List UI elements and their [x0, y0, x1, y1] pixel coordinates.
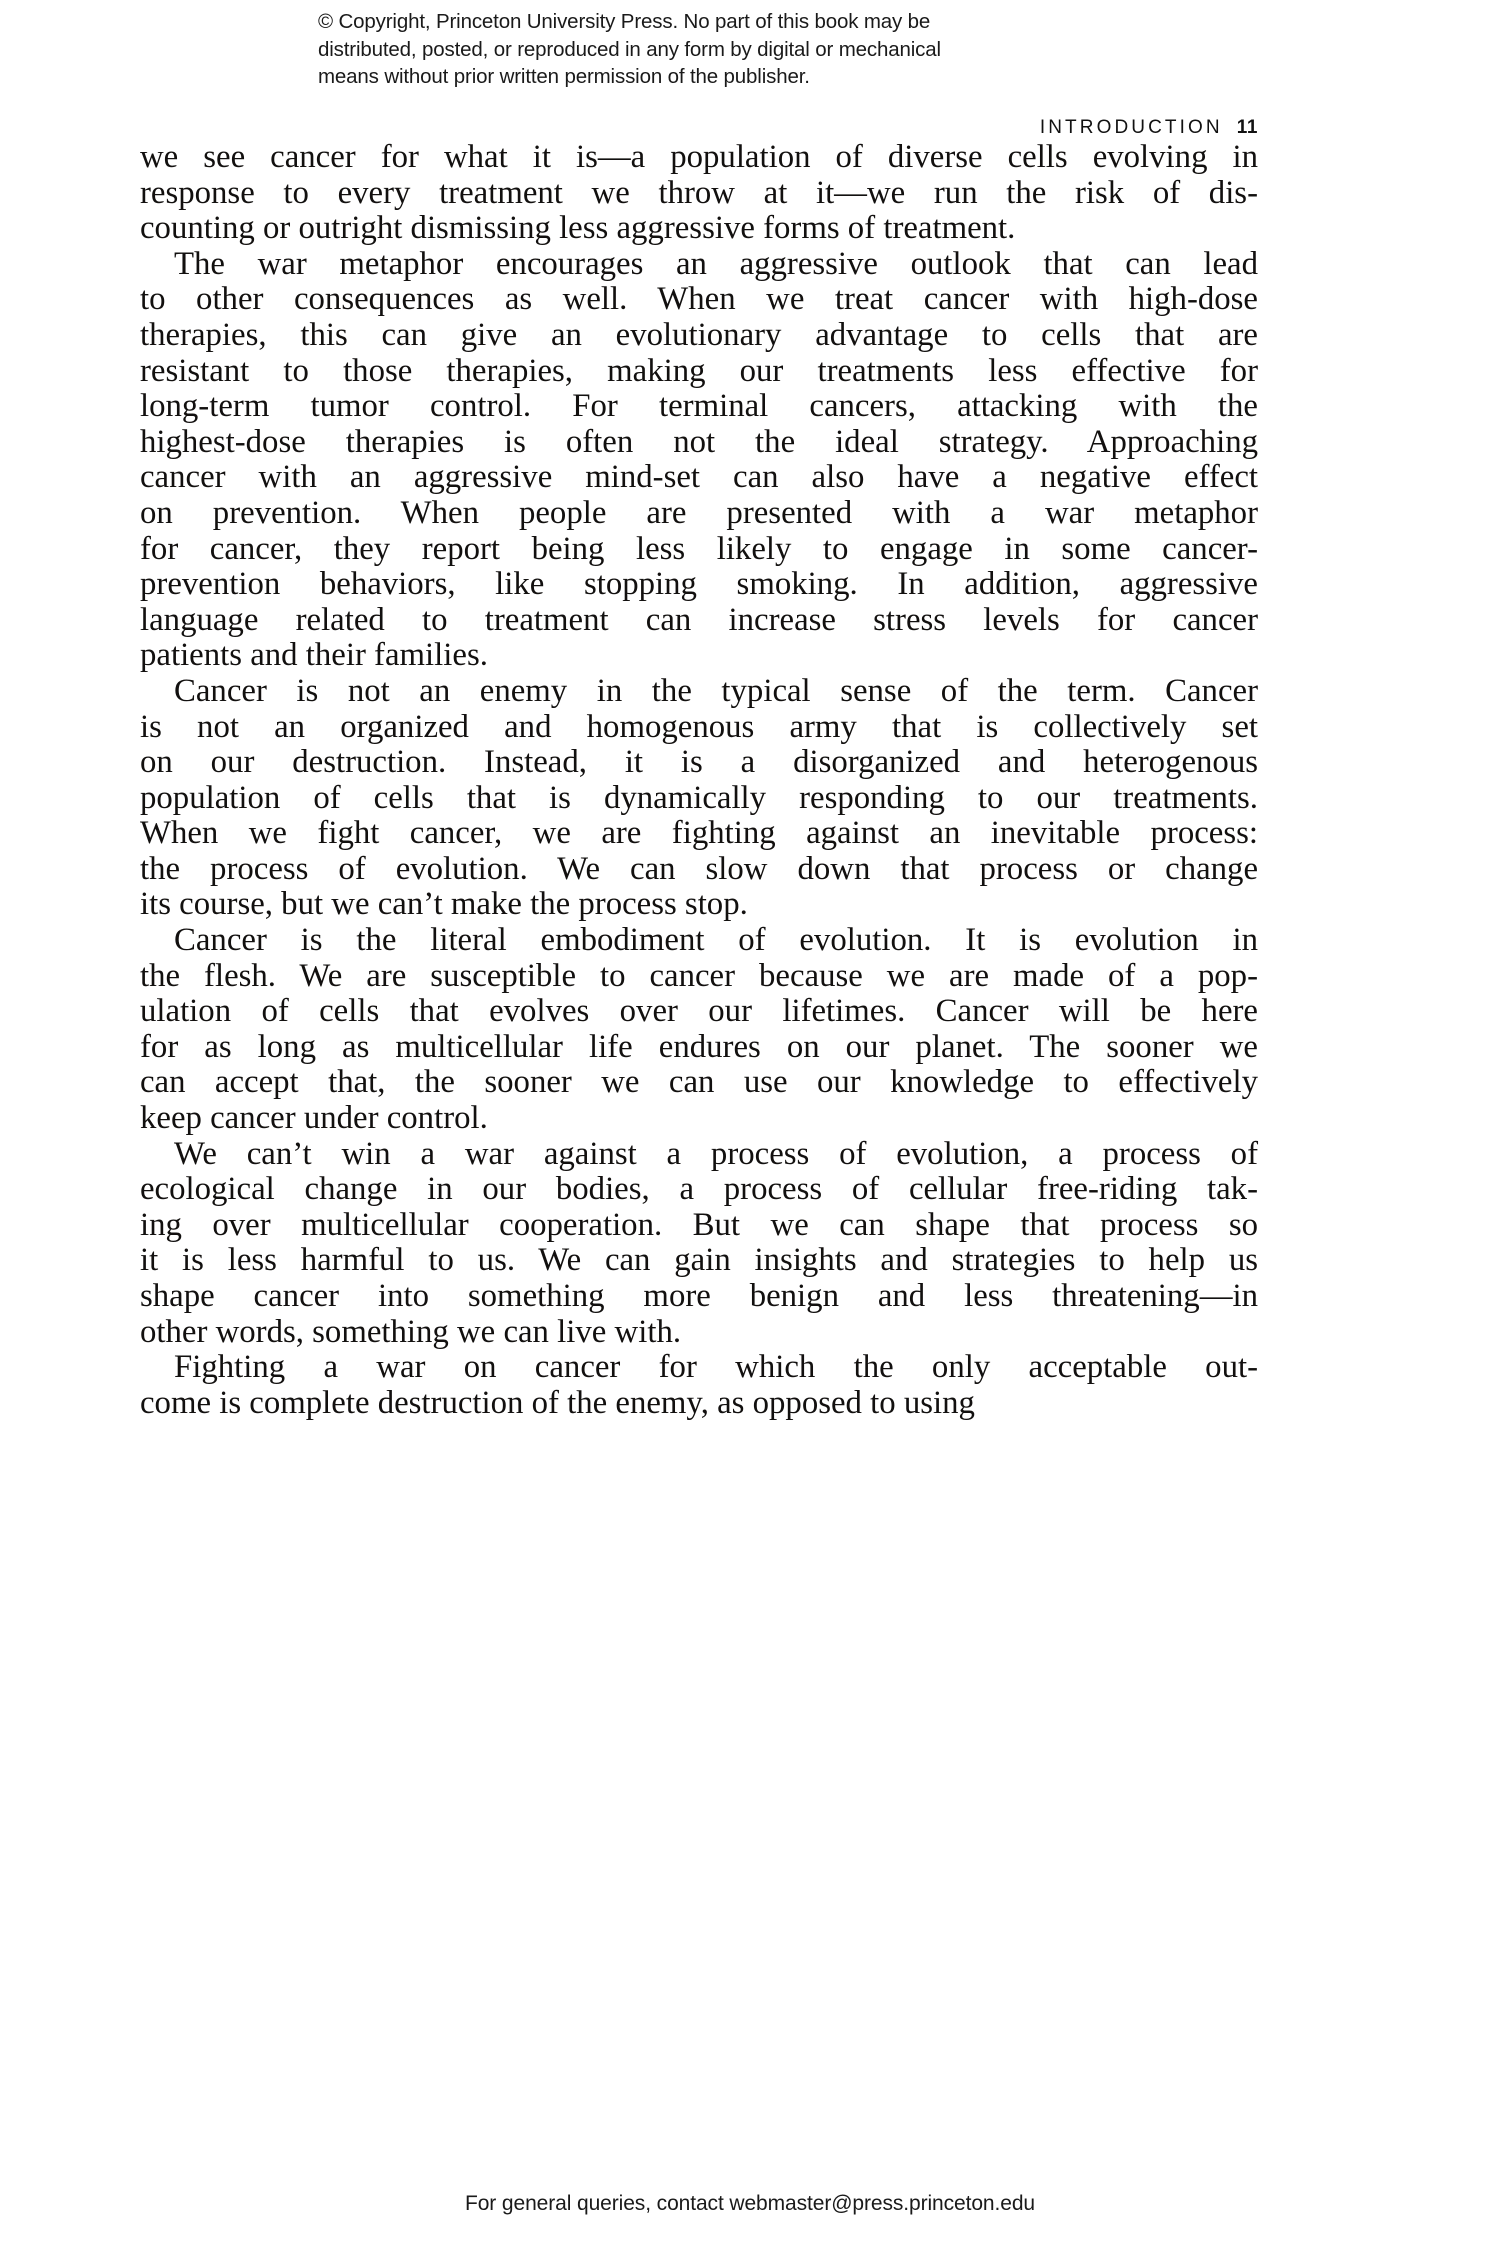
- body-line: on our destruction. Instead, it is a disorganized and heterogenous: [140, 744, 1258, 781]
- body-line: its course, but we can’t make the process stop.: [140, 886, 748, 923]
- page-footer: [0, 2192, 1500, 2216]
- body-line: shape cancer into something more benign and less threatening—in: [140, 1278, 1258, 1314]
- body-line: ing over multicellular cooperation. But we can shape that process so: [140, 1206, 1258, 1243]
- body-line: come is complete destruction of the enemy, as opposed to using: [140, 1384, 975, 1421]
- page-number: 11: [1236, 117, 1258, 138]
- copyright-notice-line: © Copyright, Princeton University Press. No part of this book may be: [318, 10, 931, 33]
- body-line: the process of evolution. We can slow down that process or change: [140, 850, 1258, 887]
- body-line: Cancer is the literal embodiment of evolution. It is evolution in: [174, 922, 1258, 959]
- body-line: therapies, this can give an evolutionary advantage to cells that are: [140, 316, 1258, 353]
- body-line: ecological change in our bodies, a process of cellular free-riding tak-: [140, 1171, 1258, 1208]
- body-line: We can’t win a war against a process of evolution, a process of: [174, 1135, 1258, 1172]
- body-line: can accept that, the sooner we can use our knowledge to effectively: [140, 1064, 1258, 1101]
- body-line: for cancer, they report being less likely to engage in some cancer-: [140, 530, 1258, 567]
- body-line: highest-dose therapies is often not the ideal strategy. Approaching: [140, 423, 1258, 460]
- body-paragraph: [140, 1350, 1258, 1421]
- body-line: response to every treatment we throw at it—we run the risk of dis-: [140, 174, 1258, 211]
- body-line: patients and their families.: [140, 637, 488, 674]
- body-line: is not an organized and homogenous army that is collectively set: [140, 708, 1258, 745]
- body-line: it is less harmful to us. We can gain insights and strategies to help us: [140, 1242, 1258, 1279]
- body-line: long-term tumor control. For terminal cancers, attacking with the: [140, 388, 1258, 425]
- body-line: Cancer is not an enemy in the typical sense of the term. Cancer: [174, 672, 1258, 709]
- body-paragraph: [140, 140, 1258, 247]
- body-line: for as long as multicellular life endures on our planet. The sooner we: [140, 1028, 1258, 1065]
- body-line: to other consequences as well. When we treat cancer with high-dose: [140, 281, 1258, 318]
- copyright-notice-line: distributed, posted, or reproduced in any form by digital or mechanical: [318, 37, 941, 61]
- page-body: [140, 140, 1258, 1421]
- body-line: The war metaphor encourages an aggressive outlook that can lead: [174, 245, 1258, 282]
- body-line: resistant to those therapies, making our treatments less effective for: [140, 352, 1258, 389]
- copyright-notice-line: means without prior written permission of the publisher.: [318, 65, 810, 88]
- body-line: cancer with an aggressive mind-set can also have a negative effect: [140, 459, 1258, 496]
- body-line: language related to treatment can increase stress levels for cancer: [140, 601, 1258, 638]
- body-line: ulation of cells that evolves over our lifetimes. Cancer will be here: [140, 993, 1258, 1030]
- copyright-notice: [318, 8, 1168, 91]
- body-paragraph: [140, 674, 1258, 923]
- body-line: counting or outright dismissing less aggressive forms of treatment.: [140, 210, 1016, 247]
- body-paragraph: [140, 247, 1258, 674]
- body-line: population of cells that is dynamically responding to our treatments.: [140, 779, 1258, 816]
- footer-text: For general queries, contact webmaster@press.princeton.edu: [465, 2192, 1035, 2215]
- body-line: Fighting a war on cancer for which the only acceptable out-: [174, 1349, 1258, 1386]
- body-line: we see cancer for what it is—a population of diverse cells evolving in: [140, 139, 1258, 175]
- body-line: prevention behaviors, like stopping smoking. In addition, aggressive: [140, 566, 1258, 603]
- body-paragraph: [140, 1137, 1258, 1351]
- body-line: other words, something we can live with.: [140, 1313, 682, 1350]
- running-head-label: INTRODUCTION: [1039, 117, 1223, 138]
- running-head: [1040, 117, 1258, 139]
- body-line: When we fight cancer, we are fighting against an inevitable process:: [140, 815, 1258, 852]
- body-line: on prevention. When people are presented with a war metaphor: [140, 494, 1258, 531]
- body-line: keep cancer under control.: [140, 1100, 488, 1137]
- body-line: the flesh. We are susceptible to cancer because we are made of a pop-: [140, 957, 1258, 994]
- body-paragraph: [140, 923, 1258, 1137]
